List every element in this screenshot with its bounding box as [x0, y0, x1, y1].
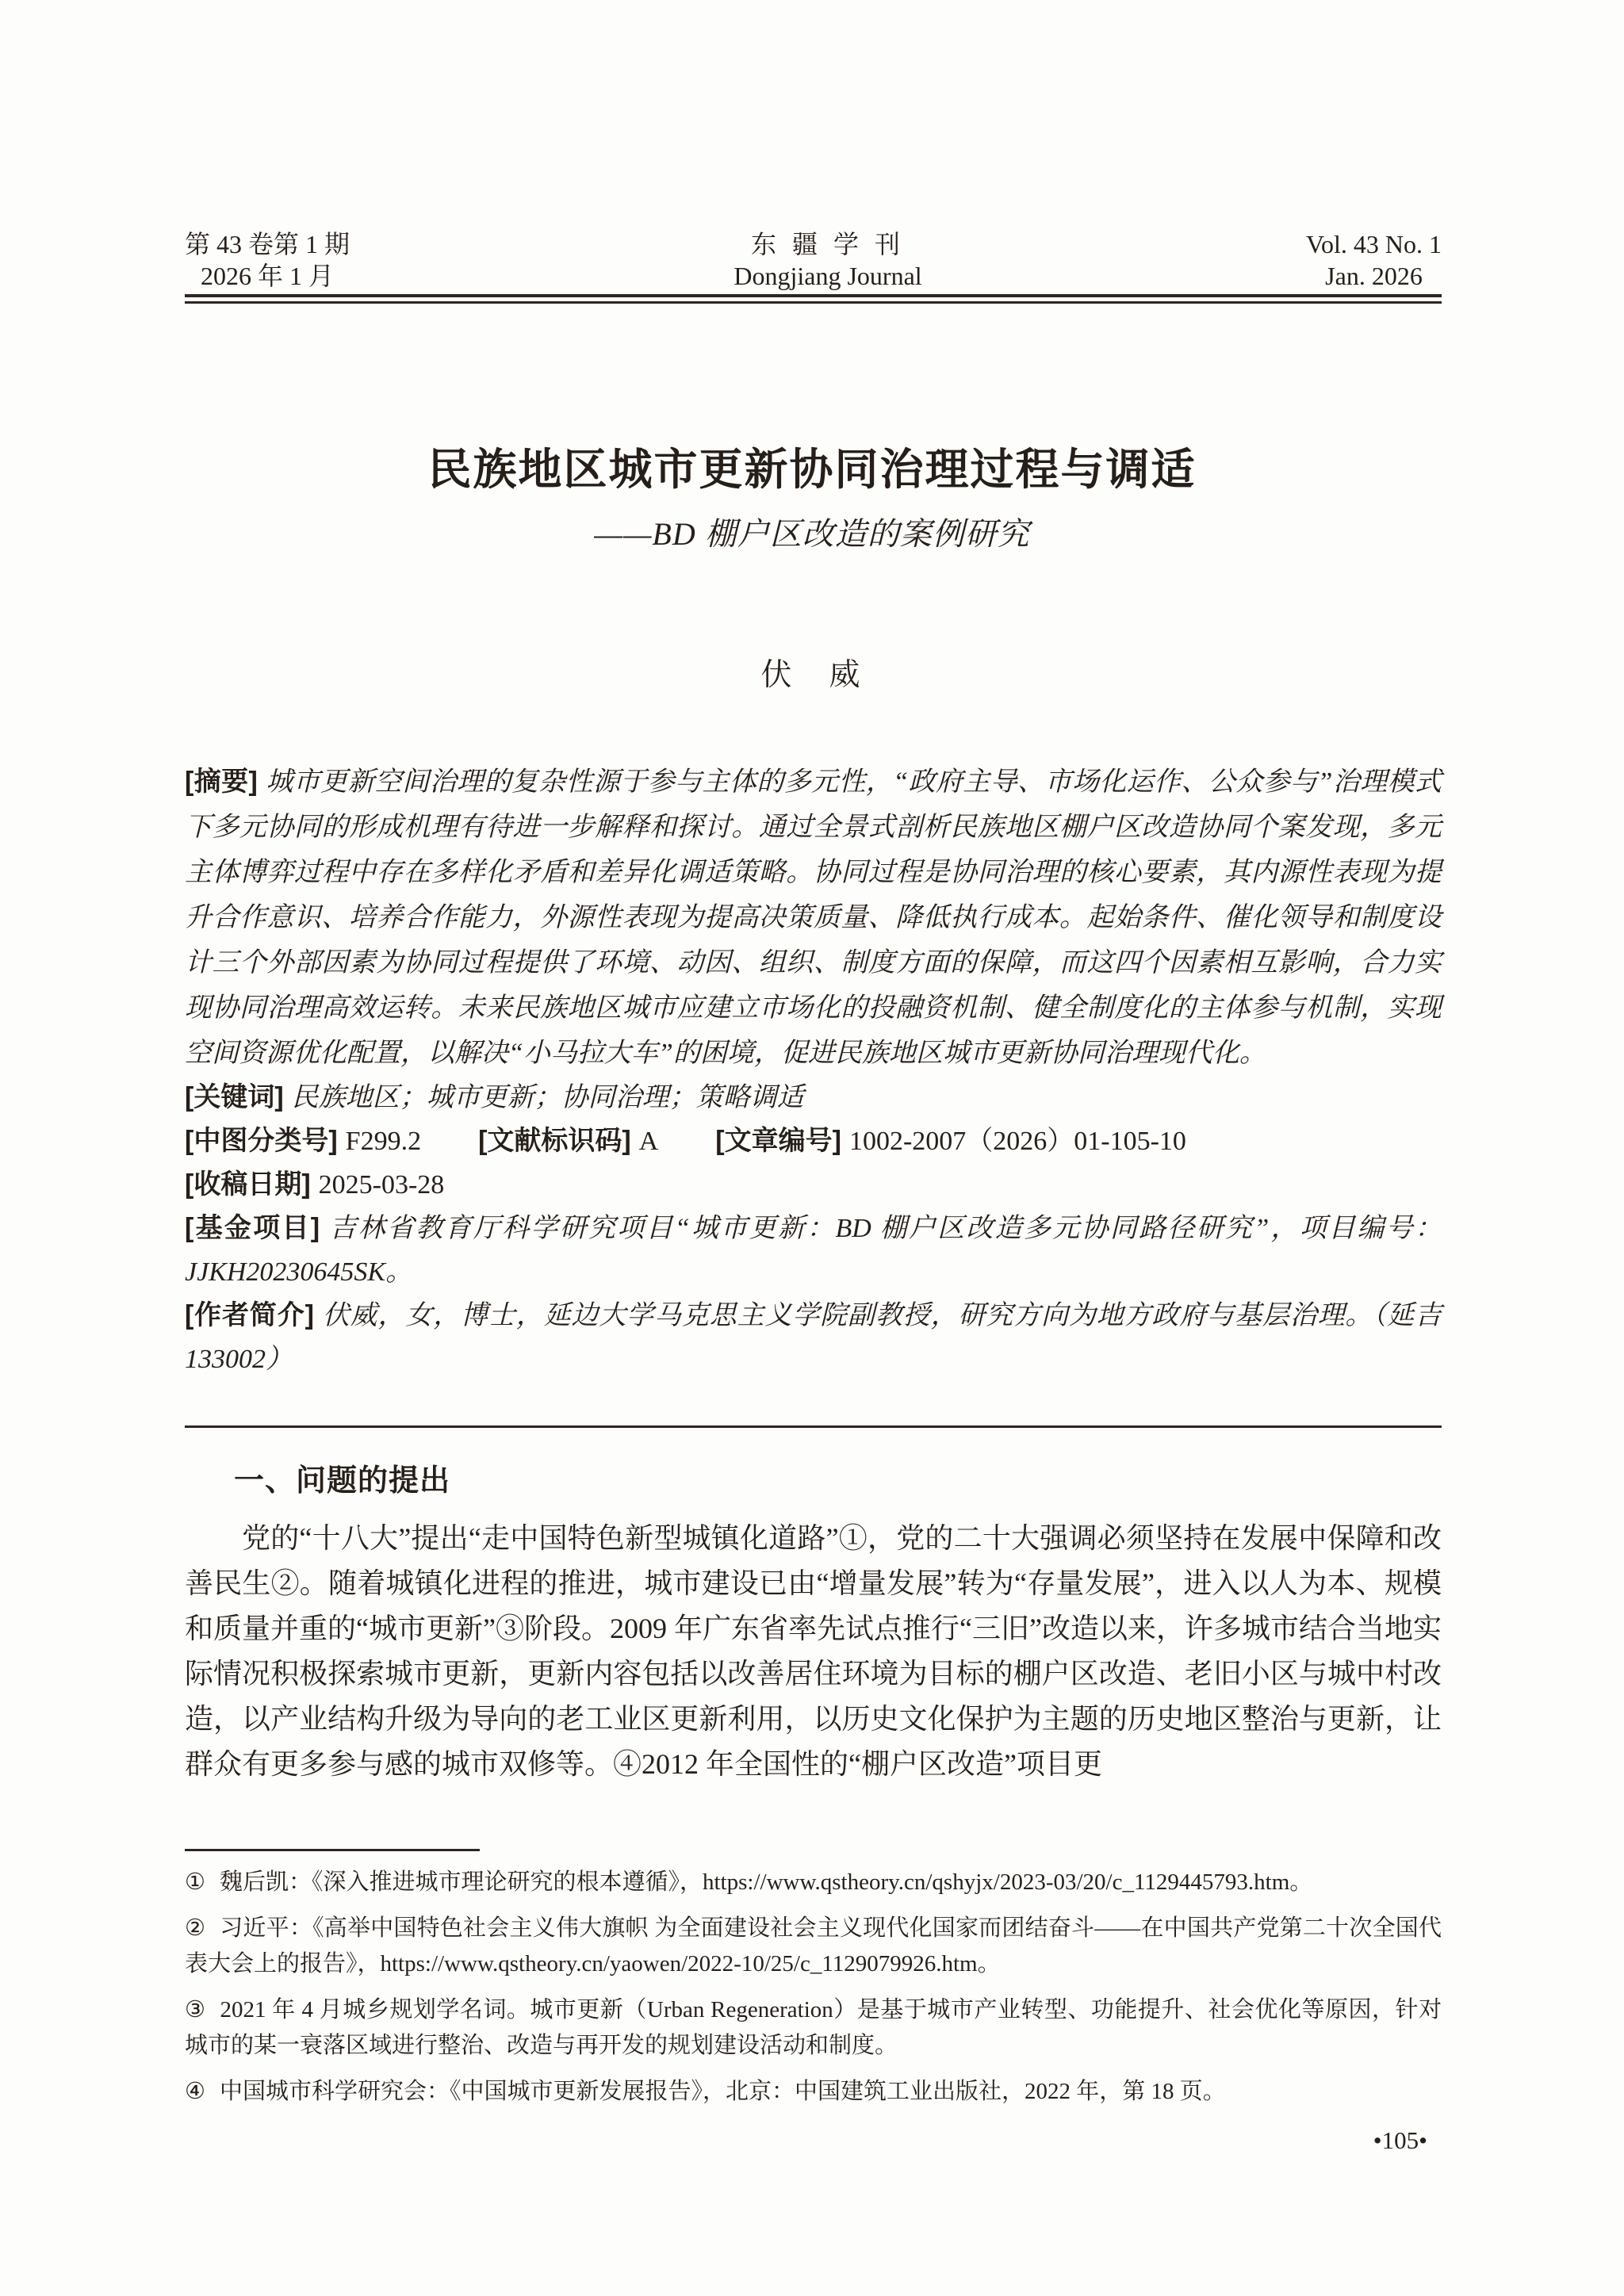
doc-code-value: A — [638, 1127, 659, 1156]
footnote-item — [185, 2074, 1442, 2110]
journal-title-en: Dongjiang Journal — [733, 262, 922, 290]
article-no-label: [文章编号] — [715, 1126, 841, 1156]
doc-code-label: [文献标识码] — [478, 1126, 631, 1156]
date-en: Jan. 2026 — [1325, 262, 1423, 290]
footnote-item — [185, 1865, 1442, 1900]
abstract-text: 城市更新空间治理的复杂性源于参与主体的多元性，“政府主导、市场化运作、公众参与”治理模式下多元协同的形成机理有待进一步解释和探讨。通过全景式剖析民族地区棚户区改造协同个案发现，多元主体博弈过程中存在多样化矛盾和差异化调适策略。协同过程是协同治理的核心要素，其内源性表现为提升合作意识、培养合作能力，外源性表现为提高决策质量、降低执行成本。起始条件、催化领导和制度设计三个外部因素为协同过程提供了环境、动因、组织、制度方面的保障，而这四个因素相互影响，合力实现协同治理高效运转。未来民族地区城市应建立市场化的投融资机制、健全制度化的主体参与机制，实现空间资源优化配置，以解决“小马拉大车”的困境，促进民族地区城市更新协同治理现代化。 — [185, 767, 1442, 1068]
received-value: 2025-03-28 — [318, 1170, 445, 1200]
footnote-marker: ① — [185, 1869, 205, 1895]
volume-issue-cn: 第 43 卷第 1 期 — [185, 230, 350, 258]
clc-label: [中图分类号] — [185, 1126, 338, 1156]
received-date-line — [185, 1163, 1442, 1207]
abstract-label: [摘要] — [185, 767, 258, 797]
article-no-value: 1002-2007（2026）01-105-10 — [848, 1127, 1186, 1156]
footnote-text: 习近平：《高举中国特色社会主义伟大旗帜 为全面建设社会主义现代化国家而团结奋斗——在中国共产党第二十次全国代表大会上的报告》，https://www.qstheory.cn/yaowen/2022-10/25/c_1129079926.htm。 — [185, 1915, 1442, 1976]
footnote-marker: ③ — [185, 1997, 206, 2022]
classification-line — [185, 1119, 1442, 1163]
keywords-text: 民族地区；城市更新；协同治理；策略调适 — [291, 1083, 804, 1112]
fund-text: 吉林省教育厅科学研究项目“城市更新：BD 棚户区改造多元协同路径研究”，项目编号：JJKH20230645SK。 — [185, 1214, 1442, 1287]
footnote-text: 魏后凯：《深入推进城市理论研究的根本遵循》，https://www.qstheory.cn/qshyjx/2023-03/20/c_1129445793.htm。 — [220, 1869, 1313, 1895]
footnote-text: 中国城市科学研究会：《中国城市更新发展报告》，北京：中国建筑工业出版社，2022 年，第 18 页。 — [220, 2079, 1226, 2104]
date-cn: 2026 年 1 月 — [201, 262, 335, 290]
bio-label: [作者简介] — [185, 1300, 314, 1330]
section-heading: 一、问题的提出 — [234, 1464, 451, 1498]
header-volume-issue-cn — [185, 228, 350, 292]
volume-issue-en: Vol. 43 No. 1 — [1306, 230, 1442, 258]
body-paragraph: 党的“十八大”提出“走中国特色新型城镇化道路”①，党的二十大强调必须坚持在发展中保障和改善民生②。随着城镇化进程的推进，城市建设已由“增量发展”转为“存量发展”，进入以人为本、规模和质量并重的“城市更新”③阶段。2009 年广东省率先试点推行“三旧”改造以来，许多城市结合当地实际情况积极探索城市更新，更新内容包括以改善居住环境为目标的棚户区改造、老旧小区与城中村改造，以产业结构升级为导向的老工业区更新利用，以历史文化保护为主题的历史地区整治与更新，让群众有更多参与感的城市双修等。④2012 年全国性的“棚户区改造”项目更 — [185, 1522, 1442, 1780]
article-subtitle: ——BD 棚户区改造的案例研究 — [594, 516, 1030, 552]
front-matter-divider — [185, 1425, 1442, 1428]
header-double-rule — [185, 294, 1442, 304]
footnote-item — [185, 1911, 1442, 1982]
footnote-marker: ② — [185, 1915, 206, 1941]
footnotes — [185, 1865, 1442, 2120]
abstract-paragraph — [185, 760, 1442, 1076]
fund-label: [基金项目] — [185, 1213, 320, 1243]
keywords-label: [关键词] — [185, 1082, 284, 1112]
bio-text: 伏威，女，博士，延边大学马克思主义学院副教授，研究方向为地方政府与基层治理。（延吉 133002） — [185, 1301, 1442, 1374]
header-volume-issue-en — [1306, 228, 1442, 292]
header-journal-title — [733, 228, 921, 292]
journal-running-head — [185, 228, 1442, 292]
clc-value: F299.2 — [345, 1127, 422, 1156]
author-bio-line — [185, 1294, 1442, 1381]
footnote-separator-rule — [185, 1849, 480, 1851]
received-label: [收稿日期] — [185, 1169, 311, 1200]
footnote-marker: ④ — [185, 2079, 205, 2104]
keywords-line — [185, 1076, 1442, 1119]
article-title: 民族地区城市更新协同治理过程与调适 — [427, 446, 1197, 494]
article-author: 伏 威 — [760, 658, 864, 692]
fund-line — [185, 1207, 1442, 1294]
journal-title-cn: 东 疆 学 刊 — [751, 230, 906, 258]
page-number: •105• — [1373, 2126, 1427, 2154]
front-matter — [185, 760, 1442, 1381]
footnote-text: 2021 年 4 月城乡规划学名词。城市更新（Urban Regeneration）是基于城市产业转型、功能提升、社会优化等原因，针对城市的某一衰落区域进行整治、改造与再开发的规划建设活动和制度。 — [185, 1997, 1442, 2058]
footnote-item — [185, 1992, 1442, 2064]
